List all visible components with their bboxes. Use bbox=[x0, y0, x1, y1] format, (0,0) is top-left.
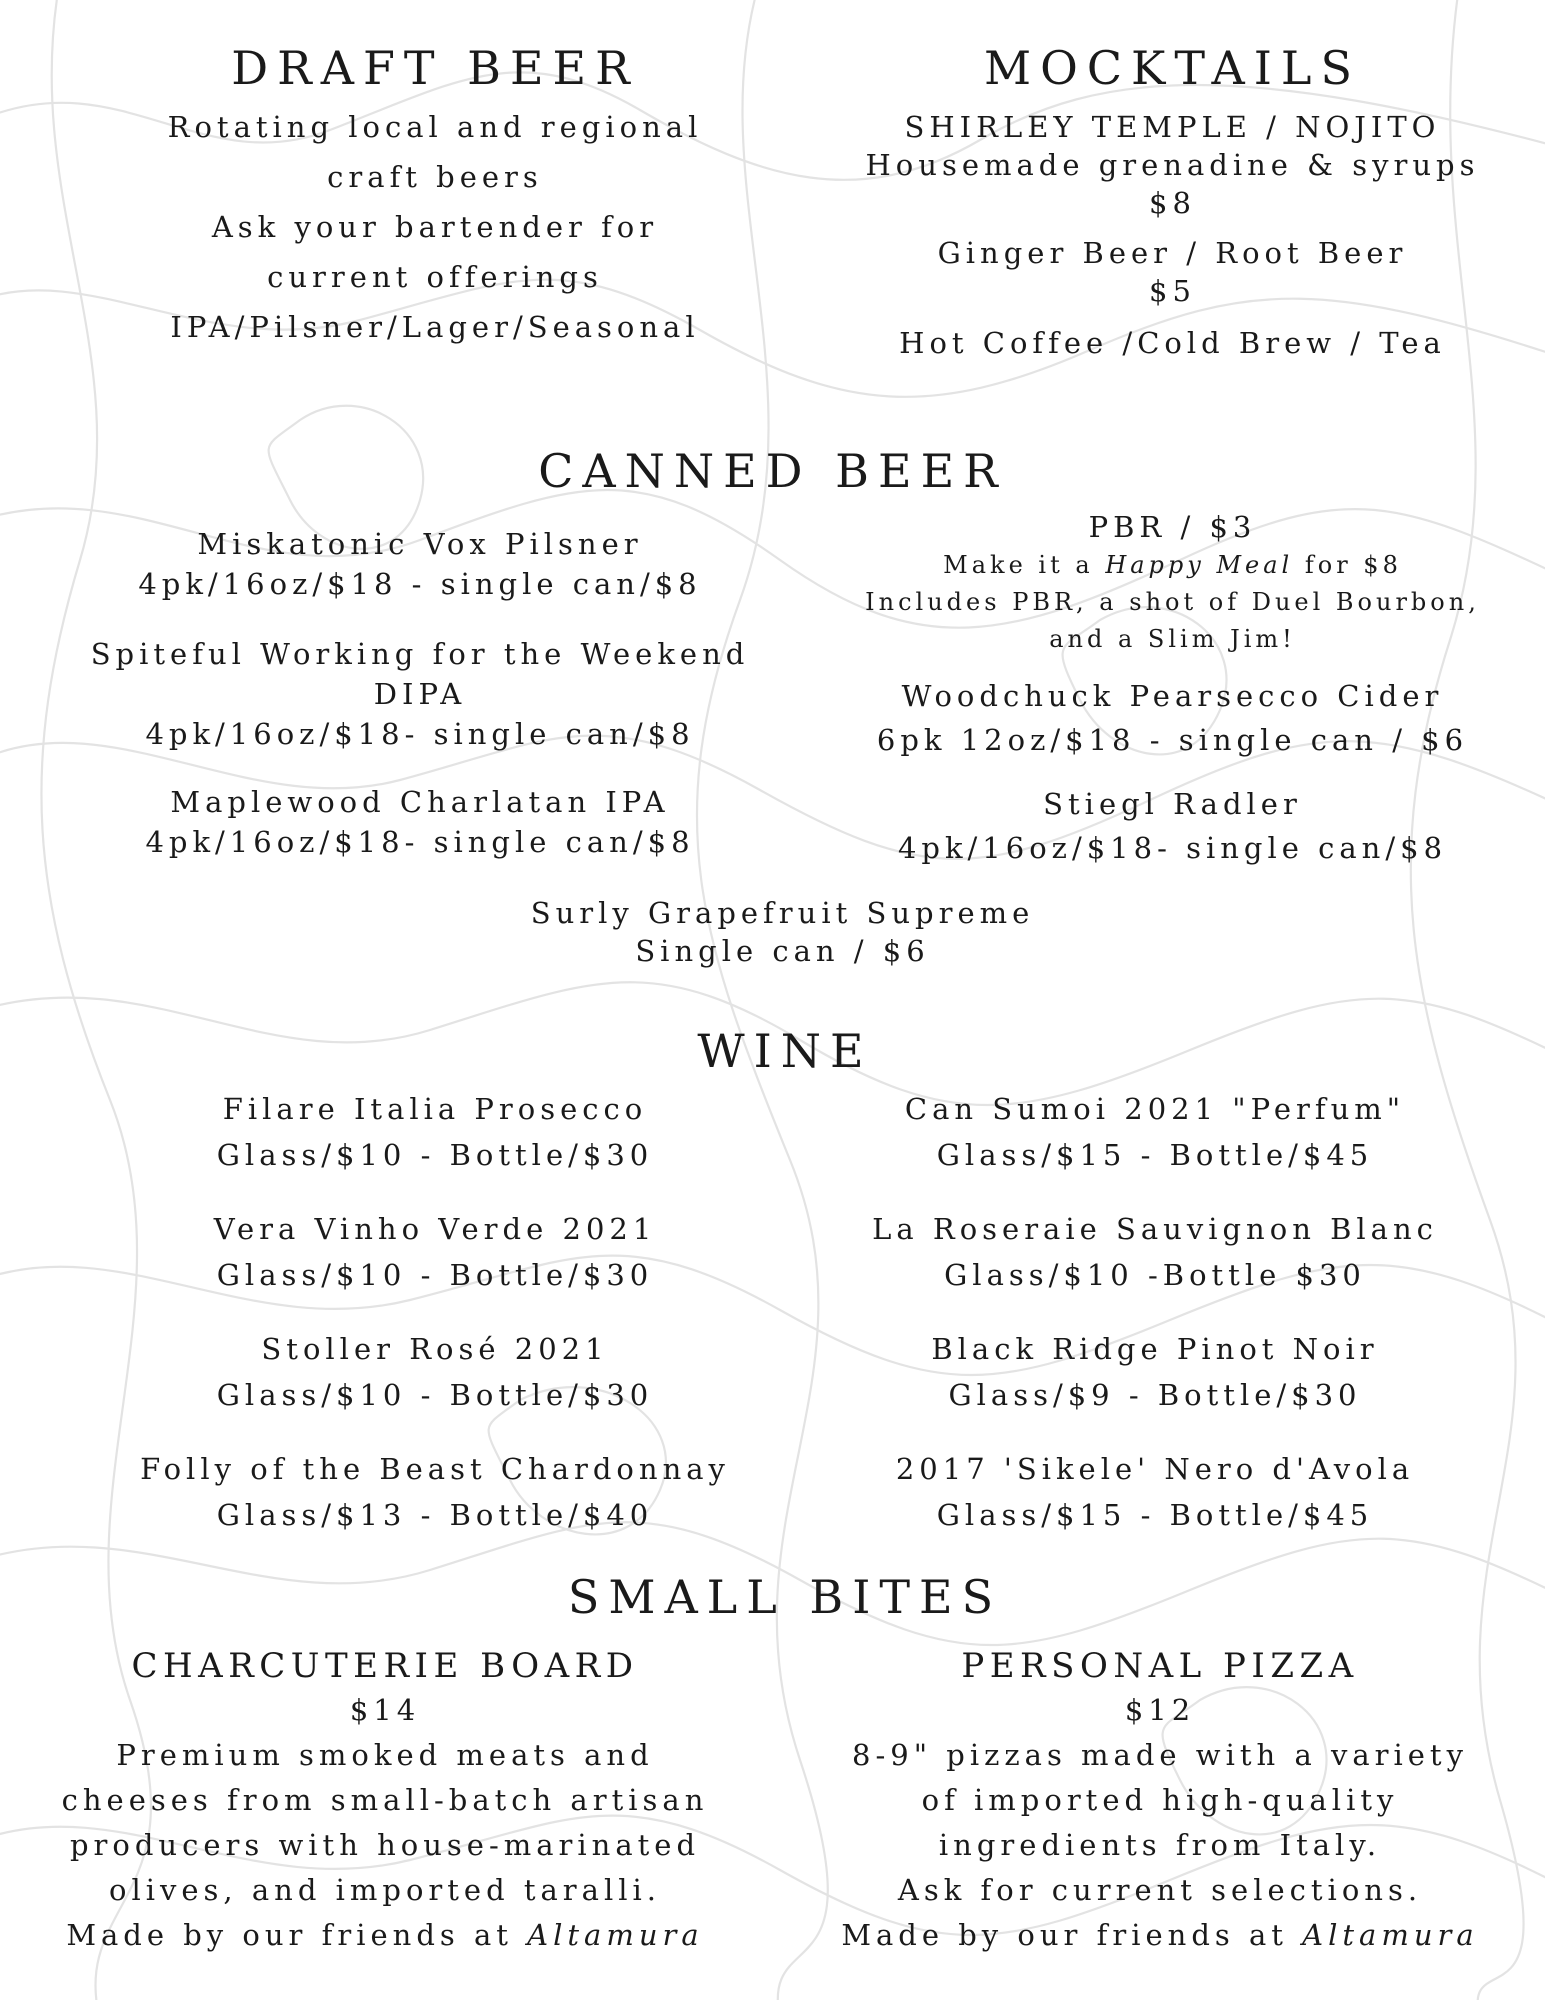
mocktail-item bbox=[800, 108, 1545, 222]
draft-beer-section bbox=[50, 40, 820, 352]
wine-name: Black Ridge Pinot Noir bbox=[931, 1332, 1379, 1366]
canned-beer-name: Maplewood Charlatan IPA bbox=[170, 785, 670, 819]
wine-item bbox=[790, 1446, 1520, 1538]
wine-name: Can Sumoi 2021 "Perfum" bbox=[904, 1092, 1406, 1126]
canned-beer-name: Spiteful Working for the Weekend bbox=[90, 637, 750, 671]
mocktail-price: $5 bbox=[1149, 274, 1196, 308]
canned-beer-price: 6pk 12oz/$18 - single can / $6 bbox=[876, 723, 1469, 757]
wine-title: WINE bbox=[697, 1024, 873, 1078]
canned-beer-price: 4pk/16oz/$18- single can/$8 bbox=[897, 831, 1448, 865]
canned-beer-title-wrap bbox=[0, 443, 1545, 499]
wine-price: Glass/$10 - Bottle/$30 bbox=[216, 1138, 654, 1172]
pbr-promo bbox=[800, 547, 1545, 584]
wine-title-wrap bbox=[0, 1023, 1545, 1079]
draft-beer-line: current offerings bbox=[267, 260, 603, 294]
wine-item bbox=[40, 1206, 830, 1298]
wine-name: Stoller Rosé 2021 bbox=[261, 1332, 609, 1366]
small-bites-title: SMALL BITES bbox=[567, 1570, 1003, 1624]
pizza-line: Ask for current selections. bbox=[897, 1873, 1423, 1907]
pbr-promo-price: for $8 bbox=[1293, 551, 1402, 579]
charcuterie-line: Premium smoked meats and bbox=[116, 1738, 654, 1772]
canned-beer-price: 4pk/16oz/$18 - single can/$8 bbox=[138, 567, 702, 601]
mocktail-name: Hot Coffee /Cold Brew / Tea bbox=[899, 326, 1446, 360]
draft-beer-description bbox=[50, 102, 820, 352]
canned-beer-left-column bbox=[40, 524, 800, 862]
mocktail-name: SHIRLEY TEMPLE / NOJITO bbox=[904, 110, 1441, 144]
canned-beer-name: Miskatonic Vox Pilsner bbox=[197, 527, 643, 561]
mocktails-section bbox=[800, 40, 1545, 362]
mocktails-title: MOCKTAILS bbox=[984, 41, 1361, 95]
charcuterie-details bbox=[0, 1688, 770, 1958]
canned-beer-price: Single can / $6 bbox=[635, 934, 930, 968]
made-by-italic: Altamura bbox=[1302, 1918, 1479, 1952]
canned-beer-item bbox=[800, 782, 1545, 870]
wine-price: Glass/$10 - Bottle/$30 bbox=[216, 1378, 654, 1412]
pizza-made-by bbox=[775, 1913, 1545, 1958]
pbr-item bbox=[800, 507, 1545, 658]
wine-item bbox=[40, 1446, 830, 1538]
canned-beer-name: Stiegl Radler bbox=[1043, 787, 1302, 821]
wine-item bbox=[790, 1206, 1520, 1298]
canned-beer-price: 4pk/16oz/$18- single can/$8 bbox=[145, 825, 695, 859]
pizza-price: $12 bbox=[1124, 1693, 1196, 1727]
canned-beer-name: Woodchuck Pearsecco Cider bbox=[901, 679, 1444, 713]
wine-price: Glass/$9 - Bottle/$30 bbox=[948, 1378, 1362, 1412]
pbr-name: PBR / $3 bbox=[1088, 510, 1257, 544]
charcuterie-board-item bbox=[0, 1644, 770, 1958]
draft-beer-line: IPA/Pilsner/Lager/Seasonal bbox=[170, 310, 700, 344]
pbr-promo-text: Make it a bbox=[943, 551, 1106, 579]
draft-beer-line: Ask your bartender for bbox=[211, 210, 659, 244]
canned-beer-right-column bbox=[800, 507, 1545, 870]
canned-beer-item bbox=[40, 634, 800, 754]
wine-price: Glass/$10 - Bottle/$30 bbox=[216, 1258, 654, 1292]
wine-name: La Roseraie Sauvignon Blanc bbox=[872, 1212, 1438, 1246]
wine-name: Folly of the Beast Chardonnay bbox=[140, 1452, 730, 1486]
canned-beer-name: Surly Grapefruit Supreme bbox=[530, 896, 1035, 930]
wine-price: Glass/$15 - Bottle/$45 bbox=[936, 1498, 1374, 1532]
wine-right-column bbox=[790, 1086, 1520, 1538]
charcuterie-line: cheeses from small-batch artisan bbox=[61, 1783, 709, 1817]
made-by-text: Made by our friends at bbox=[66, 1918, 528, 1952]
pbr-includes: Includes PBR, a shot of Duel Bourbon, bbox=[865, 588, 1480, 616]
draft-beer-line: Rotating local and regional bbox=[167, 110, 703, 144]
canned-beer-item bbox=[800, 674, 1545, 762]
pbr-promo-italic: Happy Meal bbox=[1105, 551, 1294, 579]
personal-pizza-item bbox=[775, 1644, 1545, 1958]
mocktail-item bbox=[800, 234, 1545, 310]
pbr-includes-cont: and a Slim Jim! bbox=[1049, 625, 1296, 653]
made-by-text: Made by our friends at bbox=[841, 1918, 1303, 1952]
charcuterie-title: CHARCUTERIE BOARD bbox=[131, 1646, 639, 1686]
wine-item bbox=[40, 1326, 830, 1418]
draft-beer-title: DRAFT BEER bbox=[231, 41, 639, 95]
wine-name: Vera Vinho Verde 2021 bbox=[213, 1212, 657, 1246]
wine-left-column bbox=[40, 1086, 830, 1538]
charcuterie-price: $14 bbox=[349, 1693, 421, 1727]
canned-beer-item bbox=[40, 524, 800, 604]
wine-item bbox=[790, 1086, 1520, 1178]
mocktail-price: $8 bbox=[1149, 186, 1196, 220]
made-by-italic: Altamura bbox=[527, 1918, 704, 1952]
wine-price: Glass/$15 - Bottle/$45 bbox=[936, 1138, 1374, 1172]
pizza-line: of imported high-quality bbox=[921, 1783, 1399, 1817]
charcuterie-line: producers with house-marinated bbox=[69, 1828, 701, 1862]
draft-beer-line: craft beers bbox=[327, 160, 543, 194]
mocktail-name: Ginger Beer / Root Beer bbox=[937, 236, 1408, 270]
charcuterie-line: olives, and imported taralli. bbox=[108, 1873, 662, 1907]
canned-beer-title: CANNED BEER bbox=[538, 444, 1007, 498]
wine-name: 2017 'Sikele' Nero d'Avola bbox=[895, 1452, 1415, 1486]
canned-beer-item bbox=[40, 782, 800, 862]
mocktail-description: Housemade grenadine & syrups bbox=[865, 148, 1480, 182]
pizza-title: PERSONAL PIZZA bbox=[961, 1646, 1359, 1686]
wine-item bbox=[40, 1086, 830, 1178]
wine-price: Glass/$13 - Bottle/$40 bbox=[216, 1498, 654, 1532]
wine-item bbox=[790, 1326, 1520, 1418]
pizza-details bbox=[775, 1688, 1545, 1958]
pizza-line: 8-9" pizzas made with a variety bbox=[852, 1738, 1468, 1772]
charcuterie-made-by bbox=[0, 1913, 770, 1958]
mocktail-item bbox=[800, 324, 1545, 362]
wine-price: Glass/$10 -Bottle $30 bbox=[944, 1258, 1366, 1292]
wine-name: Filare Italia Prosecco bbox=[222, 1092, 648, 1126]
canned-beer-price: 4pk/16oz/$18- single can/$8 bbox=[145, 717, 695, 751]
canned-beer-center-item bbox=[0, 894, 1545, 970]
pizza-line: ingredients from Italy. bbox=[938, 1828, 1382, 1862]
small-bites-title-wrap bbox=[0, 1569, 1545, 1625]
canned-beer-name-cont: DIPA bbox=[373, 677, 467, 711]
